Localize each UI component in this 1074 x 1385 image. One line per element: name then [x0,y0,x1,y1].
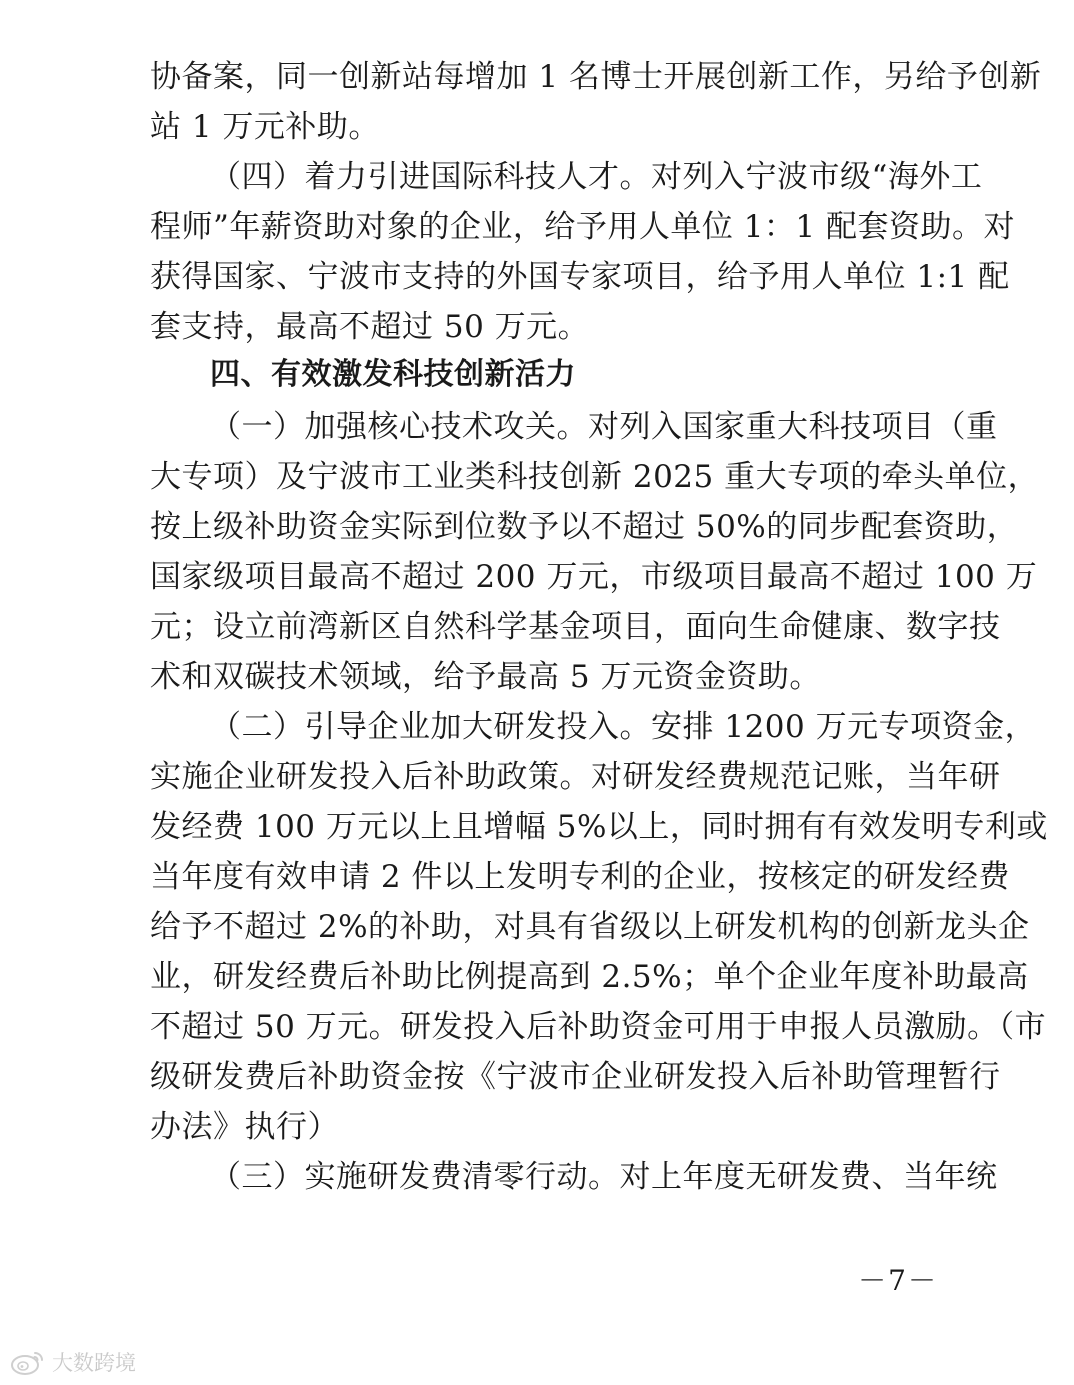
body-line: 国家级项目最高不超过 200 万元，市级项目最高不超过 100 万 [150,559,1038,595]
body-line: 获得国家、宁波市支持的外国专家项目，给予用人单位 1:1 配 [150,259,1010,295]
body-line: 给予不超过 2%的补助，对具有省级以上研发机构的创新龙头企 [150,909,1030,945]
watermark [10,1346,136,1378]
watermark-text: 大数跨境 [52,1351,136,1375]
body-line: 程师”年薪资助对象的企业，给予用人单位 1：1 配套资助。对 [150,209,1015,245]
body-line: 协备案，同一创新站每增加 1 名博士开展创新工作，另给予创新 [150,59,1042,95]
body-line: 站 1 万元补助。 [150,109,380,145]
body-line: 大专项）及宁波市工业类科技创新 2025 重大专项的牵头单位， [150,459,1040,495]
body-line: 当年度有效申请 2 件以上发明专利的企业，按核定的研发经费 [150,859,1010,895]
body-line: 术和双碳技术领域，给予最高 5 万元资金资助。 [150,659,821,695]
paragraph-start-line: （二）引导企业加大研发投入。安排 1200 万元专项资金， [210,709,1037,745]
body-line: 业，研发经费后补助比例提高到 2.5%；单个企业年度补助最高 [150,959,1029,995]
body-line: 实施企业研发投入后补助政策。对研发经费规范记账，当年研 [150,759,1001,795]
body-line: 发经费 100 万元以上且增幅 5%以上，同时拥有有效发明专利或 [150,809,1048,845]
paragraph-start-line: （四）着力引进国际科技人才。对列入宁波市级“海外工 [210,159,983,195]
body-line: 办法》执行） [150,1109,339,1145]
weibo-logo-icon [10,1348,46,1376]
section-heading: 四、有效激发科技创新活力 [210,357,576,392]
body-line: 元；设立前湾新区自然科学基金项目，面向生命健康、数字技 [150,609,1001,645]
body-line: 套支持，最高不超过 50 万元。 [150,309,590,345]
page-number: －7－ [858,1264,938,1297]
body-line: 不超过 50 万元。研发投入后补助资金可用于申报人员激励。（市 [150,1009,1047,1045]
paragraph-start-line: （三）实施研发费清零行动。对上年度无研发费、当年统 [210,1159,998,1195]
body-line: 级研发费后补助资金按《宁波市企业研发投入后补助管理暂行 [150,1059,1001,1095]
paragraph-start-line: （一）加强核心技术攻关。对列入国家重大科技项目（重 [210,409,998,445]
body-line: 按上级补助资金实际到位数予以不超过 50%的同步配套资助， [150,509,1019,545]
